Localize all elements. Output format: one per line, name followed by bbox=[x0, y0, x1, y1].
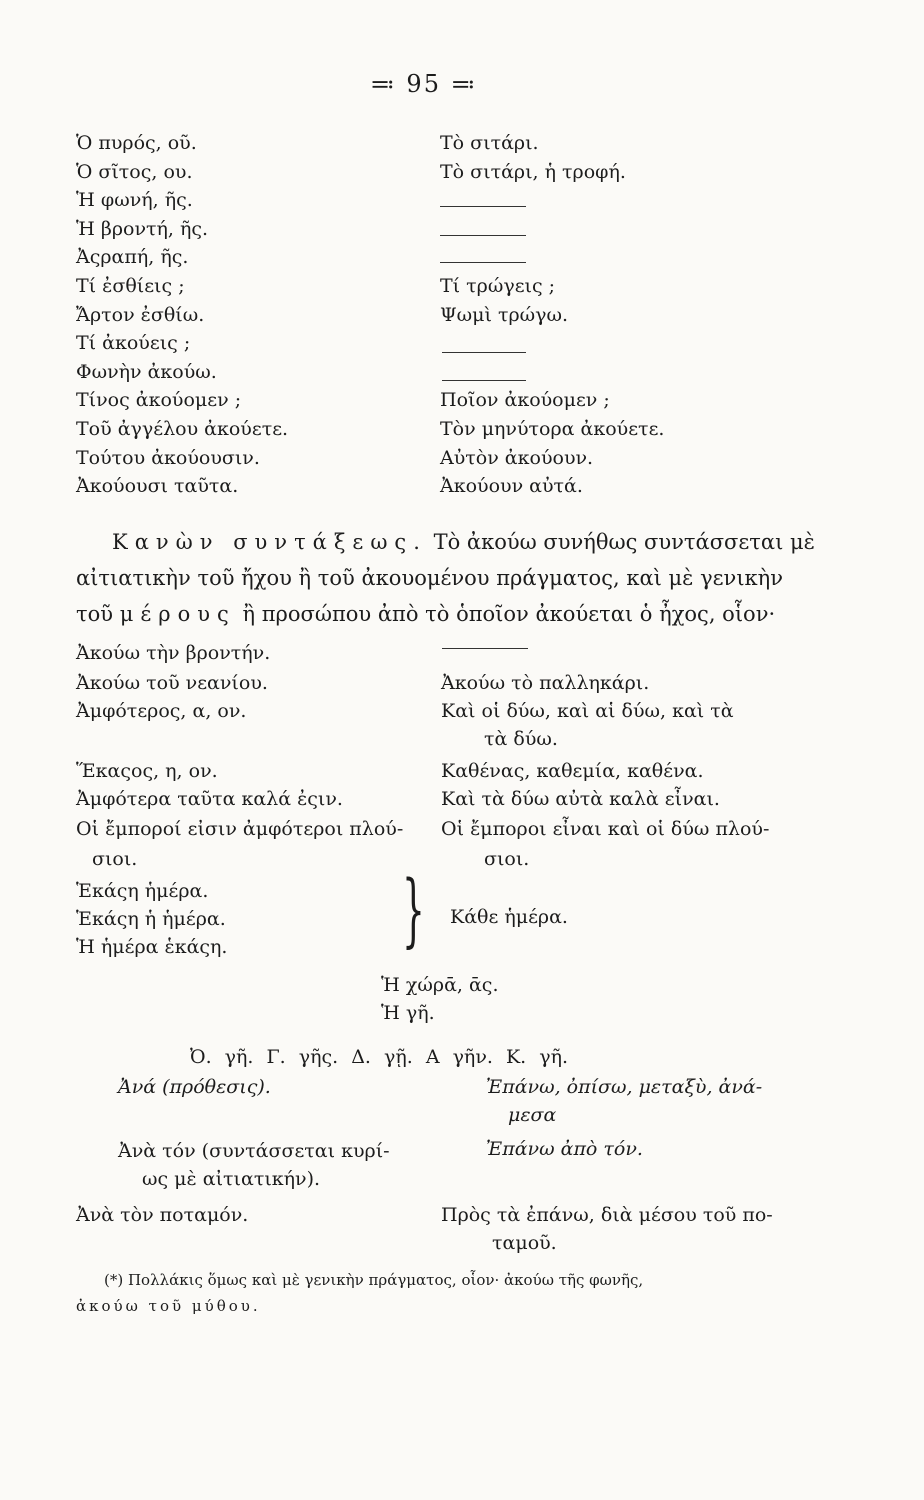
prep-left: Ἀνὰ τόν (συντάσσεται κυρί- bbox=[118, 1140, 390, 1162]
pair-left: Ἡ φωνή, ῆς. bbox=[76, 189, 193, 211]
example-right: Ἀκούω τὸ παλληκάρι. bbox=[441, 672, 650, 694]
rule-text: Τὸ ἀκούω συνήθως συντάσσεται μὲ bbox=[433, 530, 815, 554]
example-left: Ἕκαςος, η, ον. bbox=[76, 760, 218, 782]
blank-dash bbox=[440, 262, 526, 263]
pair-left: Ἄρτον ἐσθίω. bbox=[76, 304, 205, 326]
example-right: Καὶ τὰ δύω αὐτὰ καλὰ εἶναι. bbox=[441, 788, 720, 810]
example-left: Ἀμφότερος, α, ον. bbox=[76, 700, 247, 722]
brace-item: Ἡ ἡμέρα ἑκάςη. bbox=[76, 936, 228, 958]
pair-left: Τί ἀκούεις ; bbox=[76, 332, 191, 354]
pair-right: Τὸν μηνύτορα ἀκούετε. bbox=[440, 418, 665, 440]
example-left: Ἀκούω τοῦ νεανίου. bbox=[76, 672, 268, 694]
noun-line-1: Ἡ χώρᾱ, ᾱς. bbox=[381, 974, 499, 996]
brace-right: Κάθε ἡμέρα. bbox=[450, 906, 568, 928]
example-right: Καθένας, καθεμία, καθένα. bbox=[441, 760, 704, 782]
pair-right: Αὐτὸν ἀκούουν. bbox=[440, 447, 594, 469]
example-left: Οἱ ἔμποροί εἰσιν ἀμφότεροι πλού- bbox=[76, 818, 404, 840]
pair-left: Ὁ πυρός, οῦ. bbox=[76, 132, 197, 154]
pair-left: Ἀςραπή, ῆς. bbox=[76, 246, 189, 268]
pair-left: Τίνος ἀκούομεν ; bbox=[76, 389, 242, 411]
footnote-line-2: ἀκούω τοῦ μύθου. bbox=[76, 1297, 261, 1315]
noun-line-2: Ἡ γῆ. bbox=[381, 1002, 435, 1024]
rule-word: Κανὼν συντάξεως. bbox=[112, 530, 427, 554]
curly-brace: } bbox=[402, 863, 425, 956]
rule-line-2: αἰτιατικὴν τοῦ ἤχου ἢ τοῦ ἀκουομένου πράγματος, καὶ μὲ γενικὴν bbox=[76, 566, 784, 590]
footnote-line-1: (*) Πολλάκις ὅμως καὶ μὲ γενικὴν πράγματος, οἷον· ἀκούω τῆς φωνῆς, bbox=[104, 1271, 644, 1289]
pair-right: Τὸ σιτάρι, ἡ τροφή. bbox=[440, 161, 626, 183]
pair-left: Φωνὴν ἀκούω. bbox=[76, 361, 217, 383]
pair-left: Τοῦ ἀγγέλου ἀκούετε. bbox=[76, 418, 289, 440]
prep-right: Ἐπάνω, ὀπίσω, μεταξὺ, ἀνά- bbox=[486, 1076, 763, 1098]
pair-right: Ἀκούουν αὐτά. bbox=[440, 475, 583, 497]
rule-line-3 bbox=[76, 598, 775, 630]
prep-right: Πρὸς τὰ ἐπάνω, διὰ μέσου τοῦ πο- bbox=[441, 1204, 773, 1226]
brace-item: Ἑκάςη ἡμέρα. bbox=[76, 880, 209, 902]
pair-right: Ποῖον ἀκούομεν ; bbox=[440, 389, 610, 411]
blank-dash bbox=[442, 380, 526, 381]
example-left: Ἀκούω τὴν βροντήν. bbox=[76, 642, 271, 664]
blank-dash bbox=[440, 235, 526, 236]
example-left: Ἀμφότερα ταῦτα καλά ἐςιν. bbox=[76, 788, 343, 810]
pair-right: Τὸ σιτάρι. bbox=[440, 132, 539, 154]
prep-left: ως μὲ αἰτιατικήν). bbox=[142, 1168, 321, 1190]
example-right: Καὶ οἱ δύω, καὶ αἱ δύω, καὶ τὰ bbox=[441, 700, 734, 722]
rule-line-3b: μέρους bbox=[119, 602, 236, 626]
blank-dash bbox=[442, 648, 528, 649]
blank-dash bbox=[440, 206, 526, 207]
page-number: ≕ 95 ≕ bbox=[370, 70, 478, 98]
example-right: σιοι. bbox=[484, 848, 530, 870]
prep-left: Ἀνά (πρόθεσις). bbox=[118, 1076, 271, 1098]
pair-left: Ὁ σῖτος, ου. bbox=[76, 161, 193, 183]
pair-right: Τί τρώγεις ; bbox=[440, 275, 556, 297]
example-right: τὰ δύω. bbox=[484, 728, 558, 750]
blank-dash bbox=[442, 352, 526, 353]
prep-right: Ἐπάνω ἀπὸ τόν. bbox=[486, 1138, 643, 1160]
pair-left: Τούτου ἀκούουσιν. bbox=[76, 447, 260, 469]
pair-right: Ψωμὶ τρώγω. bbox=[440, 304, 569, 326]
prep-right: ταμοῦ. bbox=[492, 1232, 557, 1254]
brace-item: Ἑκάςη ἡ ἡμέρα. bbox=[76, 908, 226, 930]
prep-right: μεσα bbox=[508, 1104, 557, 1126]
pair-left: Ἡ βροντή, ῆς. bbox=[76, 218, 209, 240]
example-right: Οἱ ἔμποροι εἶναι καὶ οἱ δύω πλού- bbox=[441, 818, 770, 840]
rule-line-3c: ἢ προσώπου ἀπὸ τὸ ὁποῖον ἀκούεται ὁ ἦχος, οἷον· bbox=[242, 602, 776, 626]
rule-line-1 bbox=[112, 526, 815, 558]
example-left: σιοι. bbox=[92, 848, 138, 870]
prep-left: Ἀνὰ τὸν ποταμόν. bbox=[76, 1204, 249, 1226]
rule-line-3a: τοῦ bbox=[76, 602, 114, 626]
noun-cases: Ὀ. γῆ. Γ. γῆς. Δ. γῇ. Α γῆν. Κ. γῆ. bbox=[190, 1046, 568, 1068]
pair-left: Τί ἐσθίεις ; bbox=[76, 275, 185, 297]
pair-left: Ἀκούουσι ταῦτα. bbox=[76, 475, 239, 497]
